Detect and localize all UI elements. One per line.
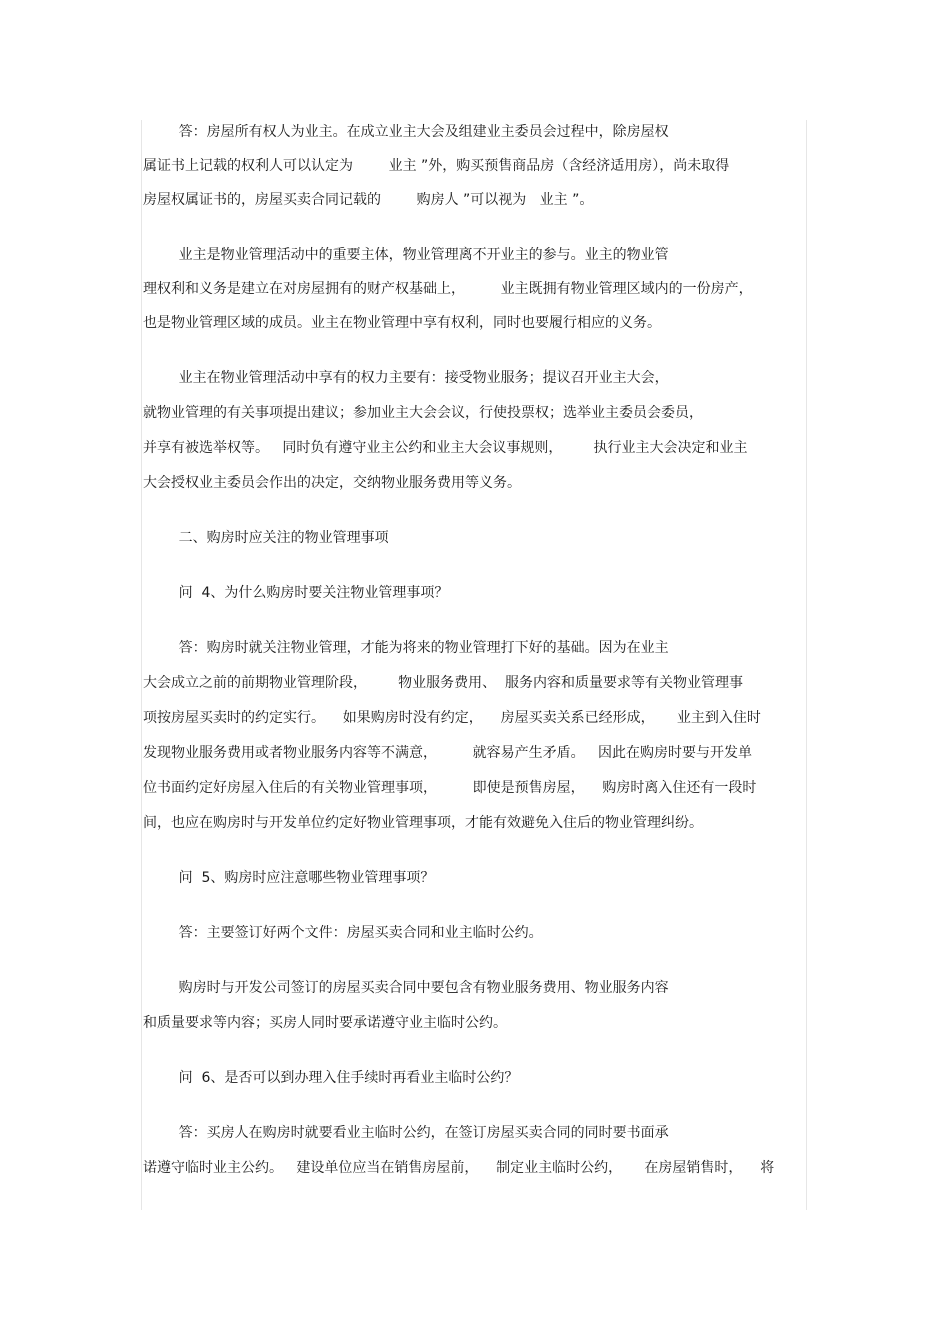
text-line: 答：主要签订好两个文件：房屋买卖合同和业主临时公约。 bbox=[143, 925, 543, 941]
section-heading bbox=[143, 528, 805, 548]
question-5 bbox=[143, 868, 805, 888]
section-title: 二、购房时应关注的物业管理事项 bbox=[143, 530, 389, 546]
text-line: 并享有被选举权等。 同时负有遵守业主公约和业主大会议事规则， 执行业主大会决定和业主 bbox=[143, 440, 748, 456]
text-line: 大会授权业主委员会作出的决定，交纳物业服务费用等义务。 bbox=[143, 475, 521, 491]
answer-6 bbox=[143, 1123, 805, 1178]
question-text: 问 4、为什么购房时要关注物业管理事项？ bbox=[143, 585, 449, 601]
text-line: 间，也应在购房时与开发单位约定好物业管理事项，才能有效避免入住后的物业管理纠纷。 bbox=[143, 815, 703, 831]
paragraph-contract bbox=[143, 978, 805, 1033]
page-frame-right bbox=[806, 120, 807, 1210]
text-line: 就物业管理的有关事项提出建议；参加业主大会会议，行使投票权；选举业主委员会委员， bbox=[143, 405, 703, 421]
paragraph-owner-definition bbox=[143, 122, 805, 210]
question-text: 问 6、是否可以到办理入住手续时再看业主临时公约？ bbox=[143, 1070, 519, 1086]
text-line: 和质量要求等内容；买房人同时要承诺遵守业主临时公约。 bbox=[143, 1015, 507, 1031]
text-line: 发现物业服务费用或者物业服务内容等不满意， 就容易产生矛盾。 因此在购房时要与开发单 bbox=[143, 745, 752, 761]
text-line: 也是物业管理区域的成员。业主在物业管理中享有权利，同时也要履行相应的义务。 bbox=[143, 315, 661, 331]
paragraph-owner-role bbox=[143, 245, 805, 333]
question-4 bbox=[143, 583, 805, 603]
answer-4 bbox=[143, 638, 805, 833]
text-line: 购房时与开发公司签订的房屋买卖合同中要包含有物业服务费用、物业服务内容 bbox=[143, 980, 669, 996]
text-line: 诺遵守临时业主公约。 建设单位应当在销售房屋前， 制定业主临时公约， 在房屋销售时， 将 bbox=[143, 1160, 775, 1176]
text-line: 答：房屋所有权人为业主。在成立业主大会及组建业主委员会过程中，除房屋权 bbox=[143, 124, 669, 140]
document-page bbox=[143, 122, 805, 1178]
text-line: 业主在物业管理活动中享有的权力主要有：接受物业服务；提议召开业主大会， bbox=[143, 370, 669, 386]
question-text: 问 5、购房时应注意哪些物业管理事项？ bbox=[143, 870, 435, 886]
text-line: 理权利和义务是建立在对房屋拥有的财产权基础上， 业主既拥有物业管理区域内的一份房产， bbox=[143, 281, 753, 297]
text-line: 项按房屋买卖时的约定实行。 如果购房时没有约定， 房屋买卖关系已经形成， 业主到入住时 bbox=[143, 710, 761, 726]
text-line: 位书面约定好房屋入住后的有关物业管理事项， 即使是预售房屋， 购房时离入住还有一段时 bbox=[143, 780, 757, 796]
page-frame-left bbox=[141, 120, 142, 1210]
text-line: 答：购房时就关注物业管理，才能为将来的物业管理打下好的基础。因为在业主 bbox=[143, 640, 669, 656]
text-line: 大会成立之前的前期物业管理阶段， 物业服务费用、 服务内容和质量要求等有关物业管理事 bbox=[143, 675, 744, 691]
text-line: 属证书上记载的权利人可以认定为 业主 ”外，购买预售商品房（含经济适用房），尚未取得 bbox=[143, 158, 730, 174]
question-6 bbox=[143, 1068, 805, 1088]
paragraph-owner-rights bbox=[143, 368, 805, 493]
answer-5 bbox=[143, 923, 805, 943]
text-line: 业主是物业管理活动中的重要主体，物业管理离不开业主的参与。业主的物业管 bbox=[143, 247, 669, 263]
text-line: 房屋权属证书的，房屋买卖合同记载的 购房人 ”可以视为 业主 ”。 bbox=[143, 192, 594, 208]
text-line: 答：买房人在购房时就要看业主临时公约，在签订房屋买卖合同的同时要书面承 bbox=[143, 1125, 669, 1141]
